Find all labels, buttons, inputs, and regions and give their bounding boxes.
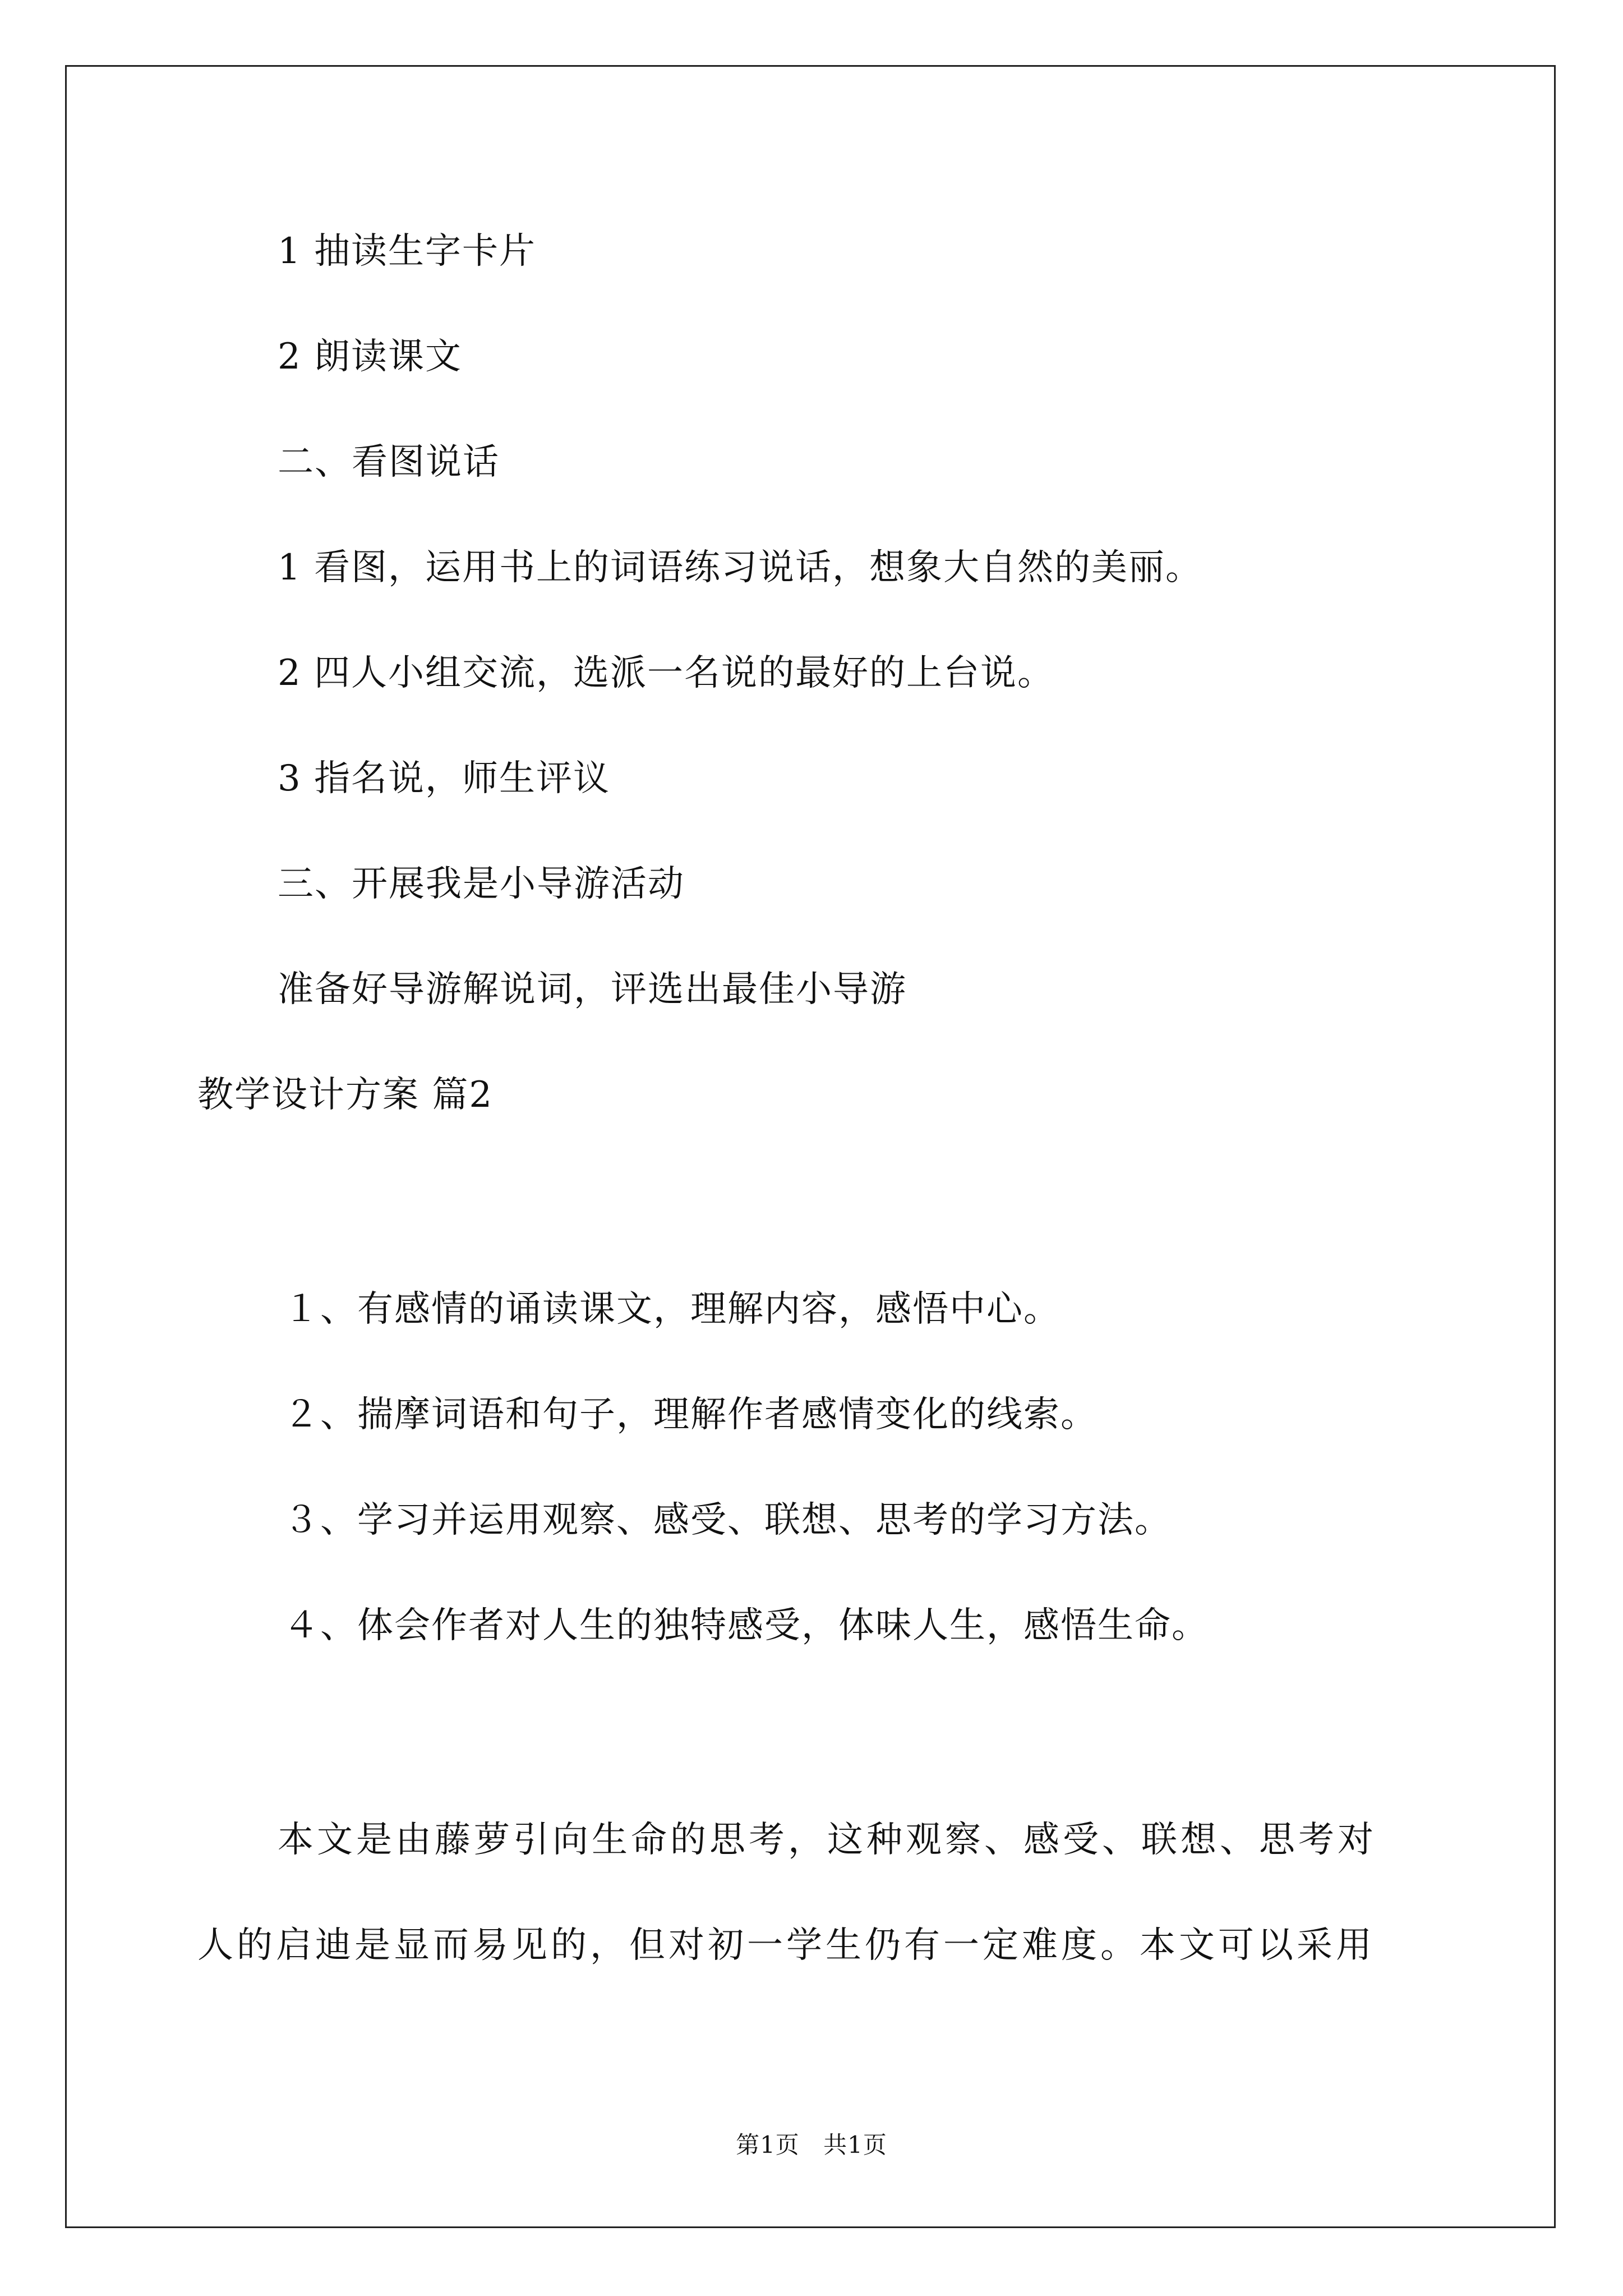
tour-guide-task: 准备好导游解说词，评选出最佳小导游 (278, 969, 907, 1010)
section-heading-tour-guide: 三、开展我是小导游活动 (278, 863, 685, 905)
talk-step-1: 1 看图，运用书上的词语练习说话，想象大自然的美丽。 (278, 547, 1203, 588)
objective-3: ３、学习并运用观察、感受、联想、思考的学习方法。 (283, 1499, 1172, 1541)
talk-step-2: 2 四人小组交流，选派一名说的最好的上台说。 (278, 652, 1055, 694)
section-heading-look-and-talk: 二、看图说话 (278, 441, 500, 483)
review-item-1: 1 抽读生字卡片 (278, 231, 537, 272)
analysis-paragraph-line-1: 本文是由藤萝引向生命的思考，这种观察、感受、联想、思考对 (278, 1819, 1377, 1861)
review-item-2: 2 朗读课文 (278, 336, 463, 378)
objective-1: １、有感情的诵读课文，理解内容，感悟中心。 (283, 1289, 1061, 1330)
analysis-paragraph-line-2: 人的启迪是显而易见的，但对初一学生仍有一定难度。本文可以采用 (197, 1925, 1375, 1966)
talk-step-3: 3 指名说，师生评议 (278, 758, 611, 799)
page-number-current: 第1页 (736, 2131, 800, 2159)
section-title-plan-2: 教学设计方案 篇2 (197, 1074, 494, 1116)
page-border (65, 65, 1556, 2228)
objective-4: ４、体会作者对人生的独特感受，体味人生，感悟生命。 (283, 1605, 1209, 1646)
objective-2: ２、揣摩词语和句子，理解作者感情变化的线索。 (283, 1394, 1098, 1435)
page-number-total: 共1页 (823, 2131, 887, 2159)
page-footer (0, 2129, 1623, 2161)
